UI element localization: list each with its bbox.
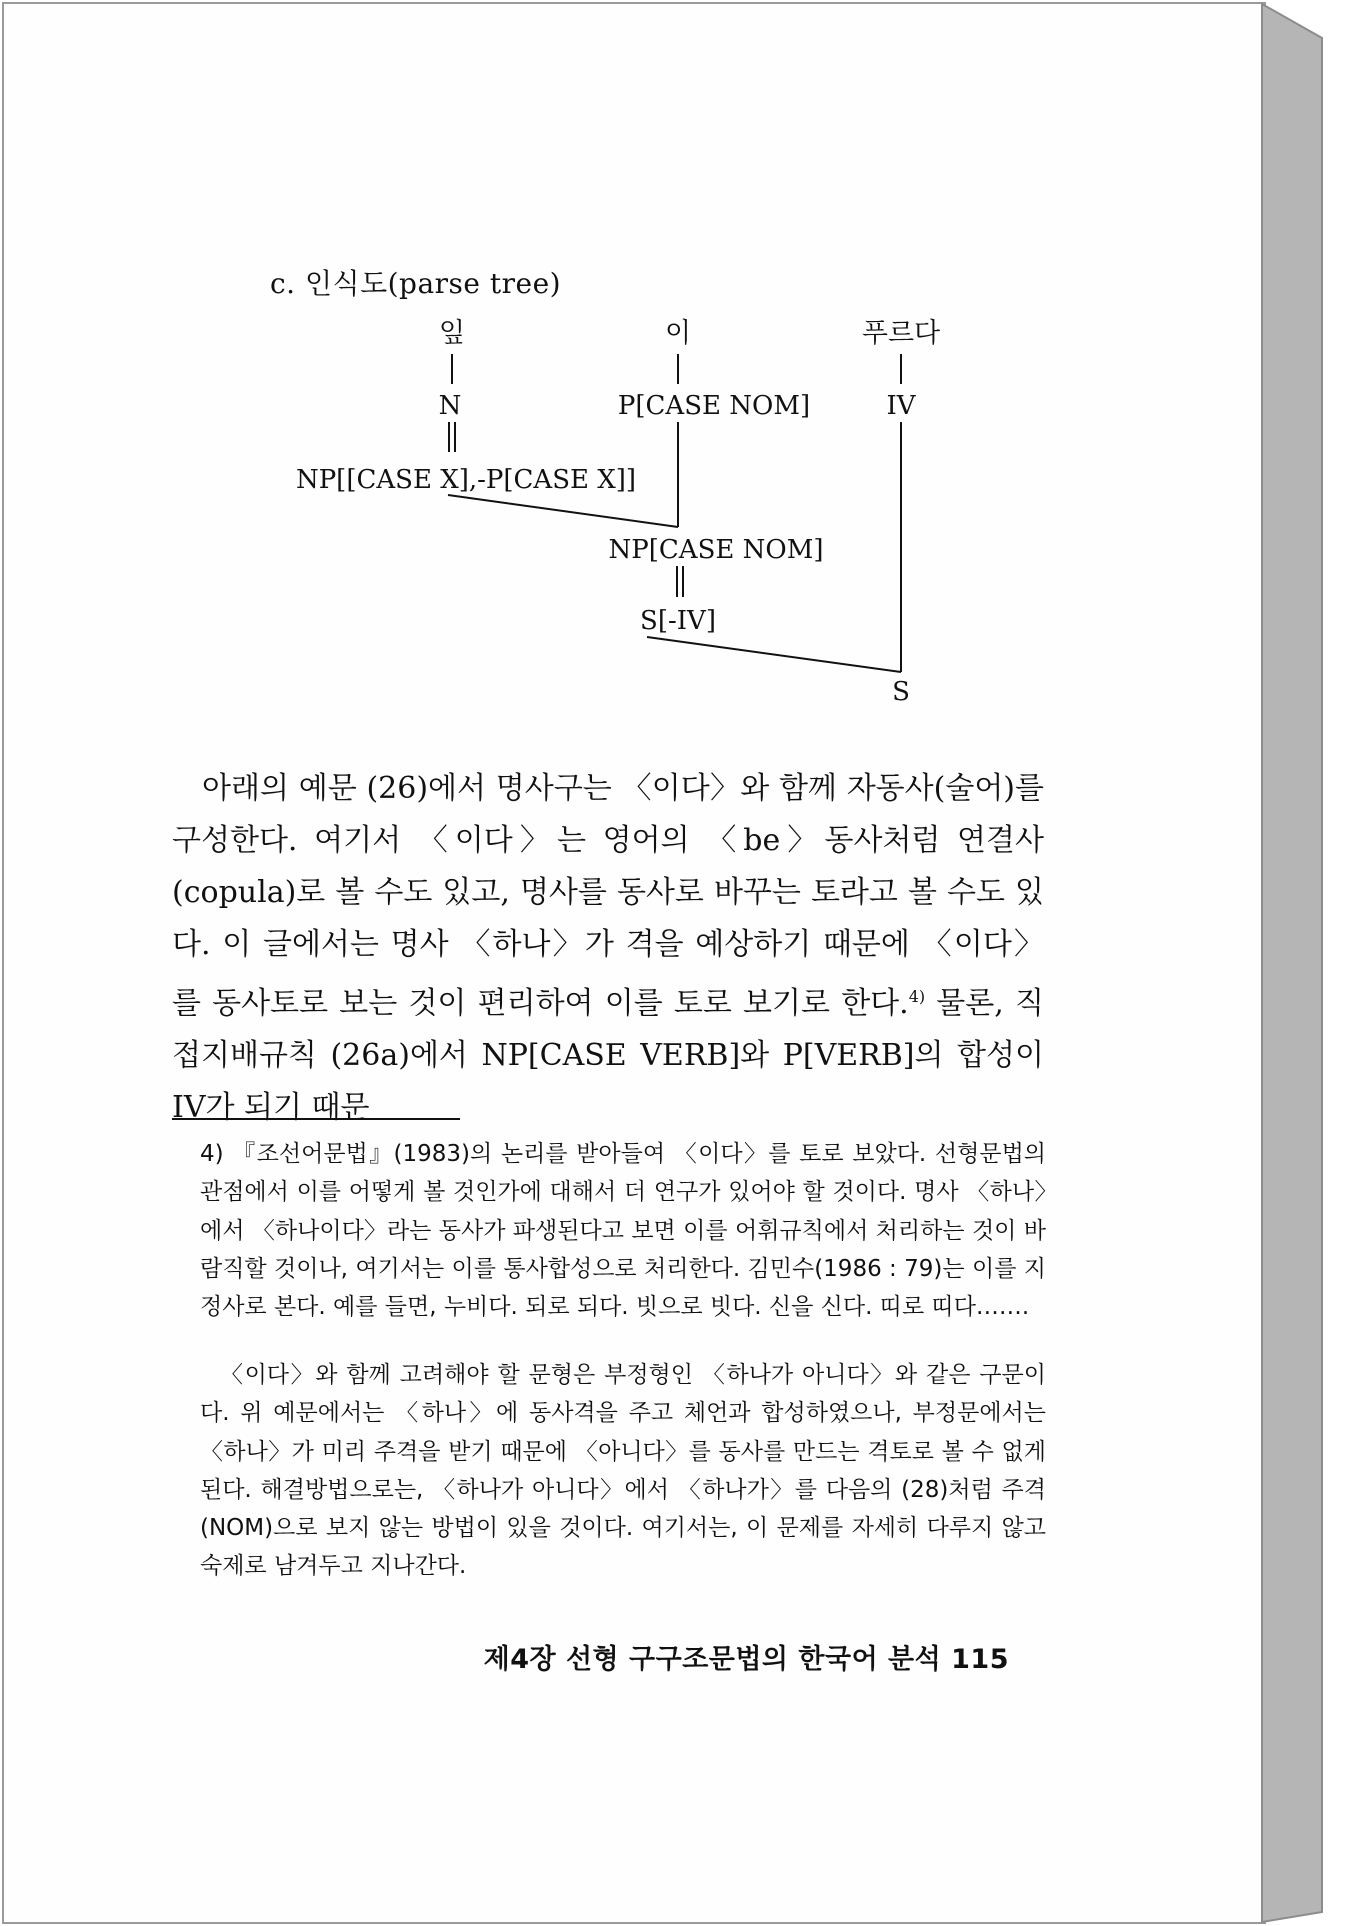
footnote-second (200, 1356, 1046, 1586)
body-paragraph (172, 763, 1044, 1134)
paragraph-text-after: 물론, 직접지배규칙 (26a)에서 NP[CASE VERB]와 P[VERB]의 합성이 IV가 되기 때문 (172, 986, 1044, 1125)
paragraph-text: 아래의 예문 (26)에서 명사구는 〈이다〉와 함께 자동사(술어)를 구성한다. 여기서 〈이다〉는 영어의 〈be〉동사처럼 연결사(copula)로 볼 수도 있고, 명사를 동사로 바꾸는 토라고 볼 수도 있다. 이 글에서는 명사 〈하나〉가 격을 예상하기 때문에 〈이다〉를 동사토로 보는 것이 편리하여 이를 토로 보기로 한다. (172, 771, 1044, 1021)
tree-word-i: 이 (664, 318, 692, 349)
footnote-second-text: 〈이다〉와 함께 고려해야 할 문형은 부정형인 〈하나가 아니다〉와 같은 구문이다. 위 예문에서는 〈하나〉에 동사격을 주고 체언과 합성하였으나, 부정문에서는 〈하나〉가 미리 주격을 받기 때문에 〈아니다〉를 동사를 만드는 격토로 볼 수 없게 된다. 해결방법으로는, 〈하나가 아니다〉에서 〈하나가〉를 다음의 (28)처럼 주격(NOM)으로 보지 않는 방법이 있을 것이다. 여기서는, 이 문제를 자세히 다루지 않고 숙제로 남겨두고 지나간다. (200, 1362, 1046, 1580)
edge-np1-join (448, 495, 678, 527)
tree-node-p: P[CASE NOM] (617, 391, 811, 421)
tree-node-iv: IV (886, 391, 916, 421)
footnote-number: 4) (200, 1141, 224, 1167)
tree-node-s-iv: S[-IV] (640, 606, 716, 636)
footnote-divider (172, 1118, 460, 1120)
edge-siv-s (647, 637, 901, 672)
running-footer: 제4장 선형 구구조문법의 한국어 분석 115 (483, 1644, 1009, 1675)
tree-word-pureuda: 푸르다 (861, 318, 941, 349)
footnote-first-text: 『조선어문법』(1983)의 논리를 받아들여 〈이다〉를 토로 보았다. 선형문법의 관점에서 이를 어떻게 볼 것인가에 대해서 더 연구가 있어야 할 것이다. 명사 〈하나〉에서 〈하나이다〉라는 동사가 파생된다고 보면 이를 어휘규칙에서 처리하는 것이 바람직할 것이나, 여기서는 이를 통사합성으로 처리한다. 김민수(1986 : 79)는 이를 지정사로 본다. 예를 들면, 누비다. 되로 되다. 빗으로 빗다. 신을 신다. 띠로 띠다……. (200, 1141, 1047, 1321)
tree-word-ip: 잎 (438, 318, 466, 349)
tree-node-n: N (438, 391, 462, 421)
tree-node-np1: NP[[CASE X],-P[CASE X]] (295, 465, 637, 495)
section-heading: c. 인식도(parse tree) (270, 267, 562, 300)
tree-words (439, 318, 940, 349)
footnote-ref: 4) (908, 987, 926, 1006)
tree-node-s: S (892, 677, 910, 707)
footnote-first (200, 1135, 1046, 1326)
tree-nodes (296, 391, 917, 707)
tree-node-np2: NP[CASE NOM] (608, 535, 824, 565)
